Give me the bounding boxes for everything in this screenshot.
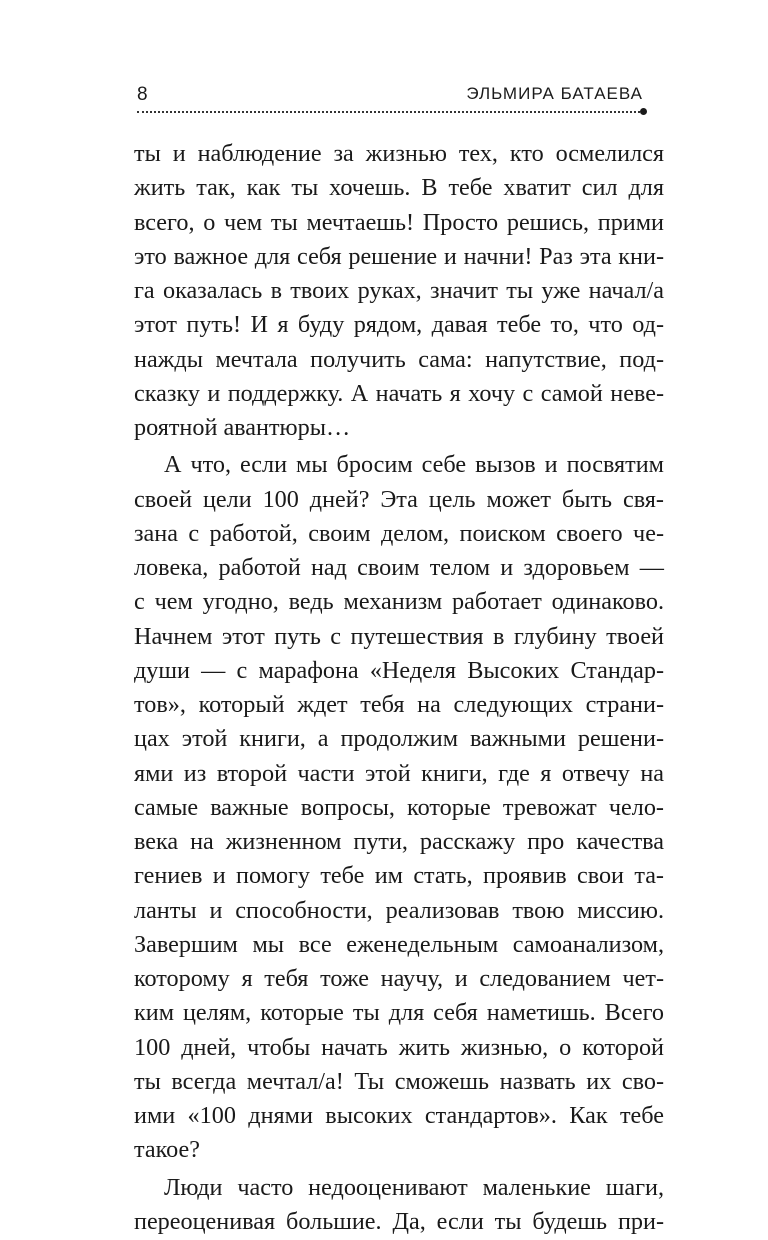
text-line: Люди часто недооценивают маленькие шаги, (164, 1173, 664, 1201)
page-number: 8 (137, 84, 149, 105)
text-line: самые важные вопросы, которые тревожат чело- (134, 793, 664, 821)
text-line: ким целям, которые ты для себя наметишь. Всего (134, 999, 664, 1027)
header-rule-end-dot (640, 108, 647, 115)
page-header (137, 84, 643, 112)
text-line: своей цели 100 дней? Эта цель может быть свя- (134, 485, 664, 513)
text-line: 100 дней, чтобы начать жить жизнью, о которой (134, 1033, 664, 1061)
text-line: Начнем этот путь с путешествия в глубину твоей (134, 622, 664, 650)
text-line: жить так, как ты хочешь. В тебе хватит сил для (134, 174, 664, 202)
text-line: ими «100 днями высоких стандартов». Как тебе (134, 1102, 664, 1129)
text-line: ты всегда мечтал/а! Ты сможешь назвать их сво- (134, 1067, 664, 1095)
text-line: ты и наблюдение за жизнью тех, кто осмелился (134, 140, 664, 167)
text-line: га оказалась в твоих руках, значит ты уже начал/а (134, 277, 664, 304)
text-line: которому я тебя тоже научу, и следованием чет- (134, 965, 664, 992)
text-line: ловека, работой над своим телом и здоровьем — (134, 554, 664, 581)
text-line: роятной авантюры… (134, 414, 351, 441)
text-line: зана с работой, своим делом, поиском своего че- (134, 519, 664, 547)
text-line: это важное для себя решение и начни! Раз эта кни- (134, 242, 664, 270)
text-line: ланты и способности, реализовав твою миссию. (134, 896, 664, 924)
text-line: этот путь! И я буду рядом, давая тебе то, что од- (134, 311, 664, 339)
text-line: всего, о чем ты мечтаешь! Просто решись, прими (134, 208, 664, 236)
body-text (134, 137, 664, 1239)
header-dotted-rule (137, 111, 640, 113)
text-line: века на жизненном пути, расскажу про качества (134, 828, 664, 855)
text-line: цах этой книги, а продолжим важными решени- (134, 725, 664, 753)
text-line: нажды мечтала получить сама: напутствие, под- (134, 345, 664, 373)
text-line: такое? (134, 1136, 200, 1164)
text-line: гениев и помогу тебе им стать, проявив свои та- (134, 862, 664, 890)
text-line: души — с марафона «Неделя Высоких Стандар- (134, 656, 664, 684)
text-line: переоценивая большие. Да, если ты будешь при- (134, 1207, 664, 1235)
running-head-author: ЭЛЬМИРА БАТАЕВА (466, 84, 643, 103)
text-line: с чем угодно, ведь механизм работает одинаково. (134, 588, 664, 616)
text-line: ями из второй части этой книги, где я отвечу на (134, 759, 664, 787)
text-line: А что, если мы бросим себе вызов и посвятим (164, 451, 664, 479)
text-line: Завершим мы все еженедельным самоанализом, (134, 930, 664, 958)
text-line: тов», который ждет тебя на следующих страни- (134, 691, 664, 718)
text-line: сказку и поддержку. А начать я хочу с самой неве- (134, 379, 664, 407)
